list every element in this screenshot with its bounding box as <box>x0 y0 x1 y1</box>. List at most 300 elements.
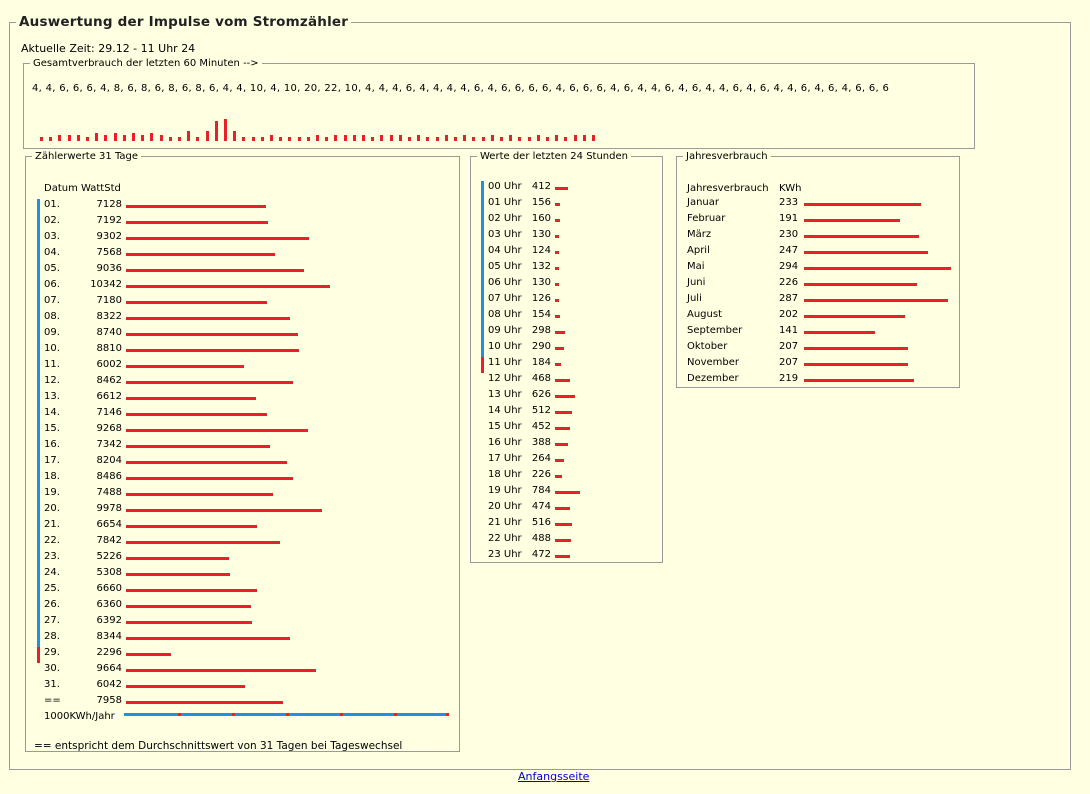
day-row-bar <box>126 461 287 464</box>
day-row-value: 7192 <box>96 215 122 226</box>
minute-bar <box>436 137 439 141</box>
day-row-value: 7958 <box>96 695 122 706</box>
day-row-bar <box>126 381 293 384</box>
timeline-marker <box>37 375 40 391</box>
hour-row <box>471 277 662 293</box>
day-row <box>26 487 459 503</box>
hour-row-label: 21 Uhr <box>488 517 522 528</box>
day-row-bar <box>126 333 298 336</box>
day-row-bar <box>126 413 267 416</box>
month-row <box>677 277 959 293</box>
minute-bar <box>390 135 393 141</box>
minute-bar <box>408 137 411 141</box>
month-row <box>677 373 959 389</box>
day-row-label: 04. <box>44 247 60 258</box>
month-row-value: 294 <box>779 261 799 272</box>
scale-label: 1000KWh/Jahr <box>44 711 115 722</box>
day-row-label: 05. <box>44 263 60 274</box>
minute-bar <box>104 135 107 141</box>
hour-row-label: 22 Uhr <box>488 533 522 544</box>
day-row <box>26 375 459 391</box>
hour-row-label: 06 Uhr <box>488 277 522 288</box>
hour-row-bar <box>555 315 560 318</box>
timeline-marker <box>481 309 484 325</box>
month-row-bar <box>804 315 905 318</box>
day-row-bar <box>126 525 257 528</box>
hour-row <box>471 245 662 261</box>
month-row-label: Juni <box>687 277 706 288</box>
month-row-label: Oktober <box>687 341 728 352</box>
timeline-marker <box>37 231 40 247</box>
month-row-bar <box>804 235 919 238</box>
day-row-label: 06. <box>44 279 60 290</box>
day-row-value: 8486 <box>96 471 122 482</box>
timeline-marker <box>37 567 40 583</box>
minute-bar <box>463 135 466 141</box>
hour-row-bar <box>555 235 559 238</box>
day-row-value: 8344 <box>96 631 122 642</box>
day-row-value: 6660 <box>96 583 122 594</box>
day-row <box>26 263 459 279</box>
day-row-value: 6612 <box>96 391 122 402</box>
timeline-marker <box>37 487 40 503</box>
month-row-label: September <box>687 325 743 336</box>
minute-bar <box>58 135 61 141</box>
minute-bar <box>288 137 291 141</box>
minute-bar <box>86 137 89 141</box>
day-row-bar <box>126 365 244 368</box>
timeline-marker <box>37 407 40 423</box>
day-row <box>26 215 459 231</box>
timeline-marker <box>481 357 484 373</box>
hour-row-label: 09 Uhr <box>488 325 522 336</box>
hour-row-label: 11 Uhr <box>488 357 522 368</box>
hour-row-bar <box>555 523 572 526</box>
month-row-value: 233 <box>779 197 799 208</box>
month-row-bar <box>804 203 921 206</box>
day-row-value: 5226 <box>96 551 122 562</box>
day-row-value: 7488 <box>96 487 122 498</box>
hour-row <box>471 357 662 373</box>
timeline-marker <box>37 199 40 215</box>
day-row-bar <box>126 541 280 544</box>
day-row <box>26 359 459 375</box>
hour-row-label: 14 Uhr <box>488 405 522 416</box>
day-row-value: 8462 <box>96 375 122 386</box>
hour-row <box>471 293 662 309</box>
hour-row-value: 472 <box>531 549 551 560</box>
hour-row-value: 516 <box>531 517 551 528</box>
hour-row-bar <box>555 411 572 414</box>
month-row <box>677 229 959 245</box>
day-row-bar <box>126 605 251 608</box>
hour-row-value: 468 <box>531 373 551 384</box>
day-row-label: 17. <box>44 455 60 466</box>
month-row-label: August <box>687 309 722 320</box>
minutes-bar-chart <box>40 117 600 141</box>
day-row-value: 5308 <box>96 567 122 578</box>
month-row <box>677 357 959 373</box>
day-row-label: 16. <box>44 439 60 450</box>
timeline-marker <box>37 279 40 295</box>
day-row-value: 8740 <box>96 327 122 338</box>
month-row-label: Juli <box>687 293 702 304</box>
minute-bar <box>279 137 282 141</box>
hour-row <box>471 405 662 421</box>
timeline-marker <box>37 471 40 487</box>
day-row-label: 30. <box>44 663 60 674</box>
month-row-value: 287 <box>779 293 799 304</box>
hour-row-bar <box>555 507 570 510</box>
minute-bar <box>307 137 310 141</box>
minute-bar <box>141 135 144 141</box>
day-row-bar <box>126 509 322 512</box>
month-row-label: März <box>687 229 712 240</box>
hour-row <box>471 469 662 485</box>
month-row-value: 207 <box>779 341 799 352</box>
minute-bar <box>583 135 586 141</box>
month-row-bar <box>804 267 951 270</box>
days-panel <box>25 151 460 752</box>
timeline-marker <box>37 215 40 231</box>
day-row-value: 6360 <box>96 599 122 610</box>
timeline-marker <box>481 293 484 309</box>
hour-row <box>471 517 662 533</box>
day-row-label: 14. <box>44 407 60 418</box>
month-row-bar <box>804 347 908 350</box>
minutes-values: 4, 4, 6, 6, 6, 4, 8, 6, 8, 6, 8, 6, 8, 6, 4, 4, 10, 4, 10, 20, 22, 10, 4, 4, 4, 6, 4, 4, 4, 4, 6, 4, 6, 6, 6, 6, 4, 6, 6, 6, 4, 6, 4, 4, 6, 4, 6, 4, 4, 6, 4, 6, 4, 4, 6, 4, 6, 4, 6, 6, 6 <box>32 83 890 94</box>
days-legend: Zählerwerte 31 Tage <box>35 151 139 162</box>
day-row-bar <box>126 317 290 320</box>
day-row-value: 7342 <box>96 439 122 450</box>
minute-bar <box>482 137 485 141</box>
day-row-bar <box>126 301 267 304</box>
day-row-bar <box>126 589 257 592</box>
hour-row-label: 02 Uhr <box>488 213 522 224</box>
day-row-value: 6042 <box>96 679 122 690</box>
home-link[interactable]: Anfangsseite <box>518 770 590 783</box>
hour-row <box>471 389 662 405</box>
day-row-bar <box>126 237 309 240</box>
day-row-label: 20. <box>44 503 60 514</box>
day-row-label: 02. <box>44 215 60 226</box>
hour-row-value: 784 <box>531 485 551 496</box>
day-row <box>26 519 459 535</box>
hour-row-label: 00 Uhr <box>488 181 522 192</box>
day-row-bar <box>126 285 330 288</box>
day-row <box>26 327 459 343</box>
day-row-value: 9302 <box>96 231 122 242</box>
month-row-bar <box>804 379 914 382</box>
minute-bar <box>353 135 356 141</box>
hour-row-value: 154 <box>531 309 551 320</box>
days-col-value: WattStd <box>81 183 121 194</box>
day-row-label: 01. <box>44 199 60 210</box>
month-row-value: 219 <box>779 373 799 384</box>
minute-bar <box>491 135 494 141</box>
hour-row-label: 23 Uhr <box>488 549 522 560</box>
hour-row-value: 264 <box>531 453 551 464</box>
hour-row-label: 12 Uhr <box>488 373 522 384</box>
month-row <box>677 341 959 357</box>
minute-bar <box>362 135 365 141</box>
hour-row <box>471 373 662 389</box>
page-title: Auswertung der Impulse vom Stromzähler <box>19 14 349 30</box>
day-row <box>26 551 459 567</box>
hour-row-bar <box>555 331 565 334</box>
minute-bar <box>233 131 236 141</box>
hour-row-label: 19 Uhr <box>488 485 522 496</box>
minute-bar <box>574 135 577 141</box>
day-row <box>26 679 459 695</box>
month-row-bar <box>804 331 875 334</box>
hour-row-bar <box>555 555 570 558</box>
minutes-panel <box>23 58 975 149</box>
minute-bar <box>95 133 98 141</box>
timeline-marker <box>481 277 484 293</box>
month-row-label: November <box>687 357 740 368</box>
day-row-value: 6392 <box>96 615 122 626</box>
day-row <box>26 391 459 407</box>
minute-bar <box>178 137 181 141</box>
hour-row <box>471 421 662 437</box>
day-row-value: 9268 <box>96 423 122 434</box>
day-row-bar <box>126 557 229 560</box>
hour-row-value: 130 <box>531 229 551 240</box>
day-row-value: 10342 <box>90 279 122 290</box>
day-row <box>26 295 459 311</box>
hour-row-value: 226 <box>531 469 551 480</box>
hour-row-bar <box>555 299 559 302</box>
timeline-marker <box>37 423 40 439</box>
day-row-label: 27. <box>44 615 60 626</box>
day-row <box>26 311 459 327</box>
hour-row-bar <box>555 203 560 206</box>
hour-row-label: 07 Uhr <box>488 293 522 304</box>
timeline-marker <box>481 197 484 213</box>
day-row-value: 9036 <box>96 263 122 274</box>
hour-row-value: 132 <box>531 261 551 272</box>
day-row-label: 03. <box>44 231 60 242</box>
day-row-bar <box>126 397 256 400</box>
timeline-marker <box>37 311 40 327</box>
minute-bar <box>187 131 190 141</box>
hour-row-value: 452 <box>531 421 551 432</box>
hour-row-label: 17 Uhr <box>488 453 522 464</box>
day-row-label: 28. <box>44 631 60 642</box>
minute-bar <box>454 137 457 141</box>
day-row-label: == <box>44 695 61 706</box>
minute-bar <box>417 135 420 141</box>
minute-bar <box>132 133 135 141</box>
day-row-bar <box>126 621 252 624</box>
day-row-bar <box>126 493 273 496</box>
day-row-bar <box>126 477 293 480</box>
hour-row-label: 04 Uhr <box>488 245 522 256</box>
hour-row-value: 130 <box>531 277 551 288</box>
timeline-marker <box>481 181 484 197</box>
hour-row <box>471 437 662 453</box>
month-row <box>677 309 959 325</box>
timeline-marker <box>481 325 484 341</box>
scale-tick <box>394 713 397 716</box>
month-row-value: 141 <box>779 325 799 336</box>
hour-row-value: 160 <box>531 213 551 224</box>
minute-bar <box>150 133 153 141</box>
hour-row-label: 10 Uhr <box>488 341 522 352</box>
hour-row-value: 474 <box>531 501 551 512</box>
day-row-bar <box>126 653 171 656</box>
month-row-value: 230 <box>779 229 799 240</box>
month-row-label: Dezember <box>687 373 739 384</box>
day-row-bar <box>126 573 230 576</box>
day-row-value: 7842 <box>96 535 122 546</box>
month-row-label: Mai <box>687 261 705 272</box>
day-row <box>26 567 459 583</box>
day-row-label: 23. <box>44 551 60 562</box>
hour-row <box>471 341 662 357</box>
timeline-marker <box>37 327 40 343</box>
timeline-marker <box>37 391 40 407</box>
month-row-label: Januar <box>687 197 719 208</box>
day-row <box>26 199 459 215</box>
hour-row <box>471 309 662 325</box>
minute-bar <box>500 137 503 141</box>
hour-row-bar <box>555 395 575 398</box>
day-row <box>26 535 459 551</box>
day-row-label: 31. <box>44 679 60 690</box>
hour-row <box>471 485 662 501</box>
day-row-bar <box>126 205 266 208</box>
hour-row-bar <box>555 427 570 430</box>
scale-tick <box>340 713 343 716</box>
day-row-label: 13. <box>44 391 60 402</box>
average-note: == entspricht dem Durchschnittswert von 31 Tagen bei Tageswechsel <box>34 740 403 752</box>
minute-bar <box>399 135 402 141</box>
hour-row <box>471 181 662 197</box>
minute-bar <box>334 135 337 141</box>
minute-bar <box>77 135 80 141</box>
scale-tick <box>286 713 289 716</box>
timeline-marker <box>37 647 40 663</box>
day-row <box>26 503 459 519</box>
year-col-value: KWh <box>779 183 802 194</box>
day-row <box>26 439 459 455</box>
hour-row <box>471 549 662 565</box>
day-row-value: 7568 <box>96 247 122 258</box>
timeline-marker <box>37 263 40 279</box>
day-row-value: 9664 <box>96 663 122 674</box>
minutes-legend: Gesamtverbrauch der letzten 60 Minuten --> <box>33 58 259 69</box>
minute-bar <box>380 135 383 141</box>
day-row-label: 11. <box>44 359 60 370</box>
hour-row-bar <box>555 251 559 254</box>
scale-bar <box>124 713 449 716</box>
minute-bar <box>40 137 43 141</box>
hour-row-label: 15 Uhr <box>488 421 522 432</box>
hour-row-value: 512 <box>531 405 551 416</box>
day-row-value: 8322 <box>96 311 122 322</box>
hour-row-value: 156 <box>531 197 551 208</box>
timeline-marker <box>481 213 484 229</box>
year-panel <box>676 151 960 388</box>
timeline-marker <box>37 551 40 567</box>
minute-bar <box>426 137 429 141</box>
minute-bar <box>555 135 558 141</box>
day-row-label: 18. <box>44 471 60 482</box>
minute-bar <box>123 135 126 141</box>
hour-row-label: 08 Uhr <box>488 309 522 320</box>
hour-row-bar <box>555 187 568 190</box>
day-row-label: 19. <box>44 487 60 498</box>
hour-row-bar <box>555 459 564 462</box>
day-row-label: 09. <box>44 327 60 338</box>
timeline-marker <box>37 599 40 615</box>
hour-row-bar <box>555 443 568 446</box>
minute-bar <box>472 137 475 141</box>
timeline-marker <box>481 261 484 277</box>
timeline-marker <box>481 245 484 261</box>
day-row <box>26 615 459 631</box>
day-row-value: 8810 <box>96 343 122 354</box>
timeline-marker <box>481 229 484 245</box>
timeline-marker <box>37 583 40 599</box>
hour-row <box>471 501 662 517</box>
minute-bar <box>196 137 199 141</box>
month-row-bar <box>804 299 948 302</box>
day-row <box>26 599 459 615</box>
timeline-marker <box>481 341 484 357</box>
timeline-marker <box>37 519 40 535</box>
minute-bar <box>564 137 567 141</box>
hour-row-value: 412 <box>531 181 551 192</box>
day-row-label: 26. <box>44 599 60 610</box>
day-row-value: 9978 <box>96 503 122 514</box>
hours-panel <box>470 151 663 563</box>
minute-bar <box>215 121 218 141</box>
month-row <box>677 293 959 309</box>
timeline-marker <box>37 439 40 455</box>
minute-bar <box>509 135 512 141</box>
timeline-marker <box>37 503 40 519</box>
day-row-label: 29. <box>44 647 60 658</box>
month-row-value: 226 <box>779 277 799 288</box>
month-row-label: April <box>687 245 710 256</box>
day-row-label: 22. <box>44 535 60 546</box>
hour-row-value: 488 <box>531 533 551 544</box>
hour-row-label: 05 Uhr <box>488 261 522 272</box>
minute-bar <box>261 137 264 141</box>
minute-bar <box>537 135 540 141</box>
month-row <box>677 245 959 261</box>
month-row-value: 207 <box>779 357 799 368</box>
hour-row-label: 20 Uhr <box>488 501 522 512</box>
day-row-label: 10. <box>44 343 60 354</box>
day-row-bar <box>126 685 245 688</box>
month-row <box>677 261 959 277</box>
hour-row <box>471 325 662 341</box>
hour-row-value: 126 <box>531 293 551 304</box>
day-row-bar <box>126 269 304 272</box>
hour-row <box>471 213 662 229</box>
timeline-marker <box>37 295 40 311</box>
hour-row-label: 01 Uhr <box>488 197 522 208</box>
scale-tick <box>232 713 235 716</box>
hour-row-bar <box>555 539 571 542</box>
day-row-value: 7146 <box>96 407 122 418</box>
hours-legend: Werte der letzten 24 Stunden <box>480 151 628 162</box>
month-row <box>677 197 959 213</box>
